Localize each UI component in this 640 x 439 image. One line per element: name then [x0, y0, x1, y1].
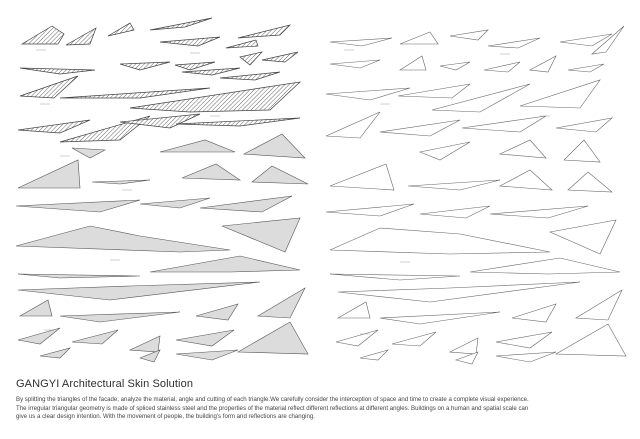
hatched-triangle	[176, 118, 300, 126]
outline-triangle	[490, 206, 588, 218]
gray-triangle	[252, 166, 308, 184]
gray-triangle	[16, 226, 230, 252]
caption-line-2: The irregular triangular geometry is made of spliced stainless steel and the properties of the material reflect different reflections at different angles. Buildings on a human and spatial scale can	[16, 404, 529, 412]
gray-triangle	[18, 160, 80, 188]
outline-triangle	[360, 350, 388, 360]
outline-triangle	[420, 206, 490, 218]
gray-triangle	[182, 164, 240, 180]
outline-triangle	[408, 180, 500, 190]
outline-triangle	[520, 80, 600, 108]
outline-triangle	[392, 332, 436, 346]
outline-triangle	[380, 120, 460, 136]
left-sheet-hatched-panels	[18, 18, 300, 142]
gray-triangle	[20, 300, 52, 316]
outline-triangle	[530, 56, 556, 72]
outline-triangle	[326, 204, 414, 216]
gray-triangle	[244, 134, 305, 158]
outline-triangle	[550, 220, 616, 254]
hatched-triangle	[175, 62, 215, 70]
caption-block	[16, 378, 628, 422]
outline-triangle	[488, 38, 540, 48]
outline-triangle	[330, 274, 460, 280]
caption-title: GANGYI Architectural Skin Solution	[16, 378, 194, 390]
outline-triangle	[456, 352, 478, 364]
outline-triangle	[330, 38, 392, 46]
outline-triangle	[462, 116, 546, 132]
outline-triangle	[450, 30, 488, 40]
outline-triangle	[326, 112, 380, 138]
outline-triangle	[336, 330, 378, 346]
hatched-triangle	[240, 52, 262, 65]
caption-line-1: By splitting the triangles of the facade, analyze the material, angle and cutting of each triangle.We carefully consider the interception of space and time to create a complete visual experience.	[16, 396, 529, 403]
gray-triangle	[258, 288, 305, 318]
outline-triangle	[330, 164, 394, 190]
outline-triangle	[400, 56, 426, 70]
gray-triangle	[72, 330, 118, 344]
gray-triangle	[160, 140, 235, 152]
outline-triangle	[326, 88, 410, 100]
right-sheet-outline-panels	[326, 26, 626, 364]
hatched-triangle	[20, 68, 95, 74]
gray-triangle	[16, 200, 140, 212]
outline-triangle	[496, 352, 556, 362]
outline-triangle	[568, 64, 604, 72]
gray-triangle	[150, 256, 300, 272]
outline-triangle	[564, 140, 600, 162]
gray-triangle	[238, 322, 308, 354]
hatched-triangle	[60, 116, 150, 142]
hatched-triangle	[130, 82, 300, 112]
outline-triangle	[440, 62, 470, 70]
outline-triangle	[380, 312, 500, 324]
hatched-triangle	[150, 18, 212, 30]
outline-triangle	[556, 324, 626, 356]
gray-triangle	[222, 218, 300, 252]
outline-triangle	[398, 84, 470, 98]
caption-line-3: give us a clear design intention. With the movement of people, the building's form and reflections are changing.	[16, 413, 315, 421]
hatched-triangle	[120, 62, 170, 70]
outline-triangle	[338, 302, 370, 318]
hatched-triangle	[226, 40, 258, 48]
outline-triangle	[496, 332, 552, 348]
hatched-triangle	[220, 72, 280, 80]
hatched-triangle	[262, 52, 298, 62]
gray-triangle	[18, 274, 140, 278]
outline-triangle	[400, 32, 438, 44]
outline-triangle	[484, 62, 520, 72]
outline-triangle	[500, 170, 552, 190]
outline-triangle	[450, 338, 478, 354]
outline-triangle	[330, 228, 550, 254]
gray-triangle	[18, 282, 260, 300]
hatched-triangle	[20, 76, 78, 98]
outline-triangle	[568, 172, 612, 192]
left-sheet-gray-panels	[16, 134, 308, 362]
hatched-triangle	[160, 37, 220, 46]
gray-triangle	[176, 330, 234, 346]
hatched-triangle	[238, 25, 290, 38]
gray-triangle	[200, 196, 292, 212]
gray-triangle	[60, 312, 180, 322]
outline-triangle	[470, 258, 620, 274]
outline-triangle	[576, 290, 622, 320]
hatched-triangle	[108, 23, 134, 36]
hatched-triangle	[66, 28, 96, 45]
gray-triangle	[176, 350, 238, 360]
gray-triangle	[130, 336, 160, 352]
gray-triangle	[196, 304, 238, 320]
gray-triangle	[92, 180, 150, 184]
hatched-triangle	[22, 26, 64, 44]
gray-triangle	[40, 348, 70, 358]
gray-triangle	[72, 148, 105, 158]
outline-triangle	[512, 304, 556, 322]
outline-triangle	[338, 282, 580, 302]
hatched-triangle	[60, 88, 210, 98]
hatched-triangle	[18, 120, 90, 133]
gray-triangle	[18, 328, 60, 344]
outline-triangle	[500, 140, 546, 158]
outline-triangle	[330, 60, 380, 68]
gray-triangle	[140, 198, 210, 208]
outline-triangle	[420, 142, 470, 160]
gray-triangle	[140, 350, 160, 362]
outline-triangle	[556, 118, 612, 132]
